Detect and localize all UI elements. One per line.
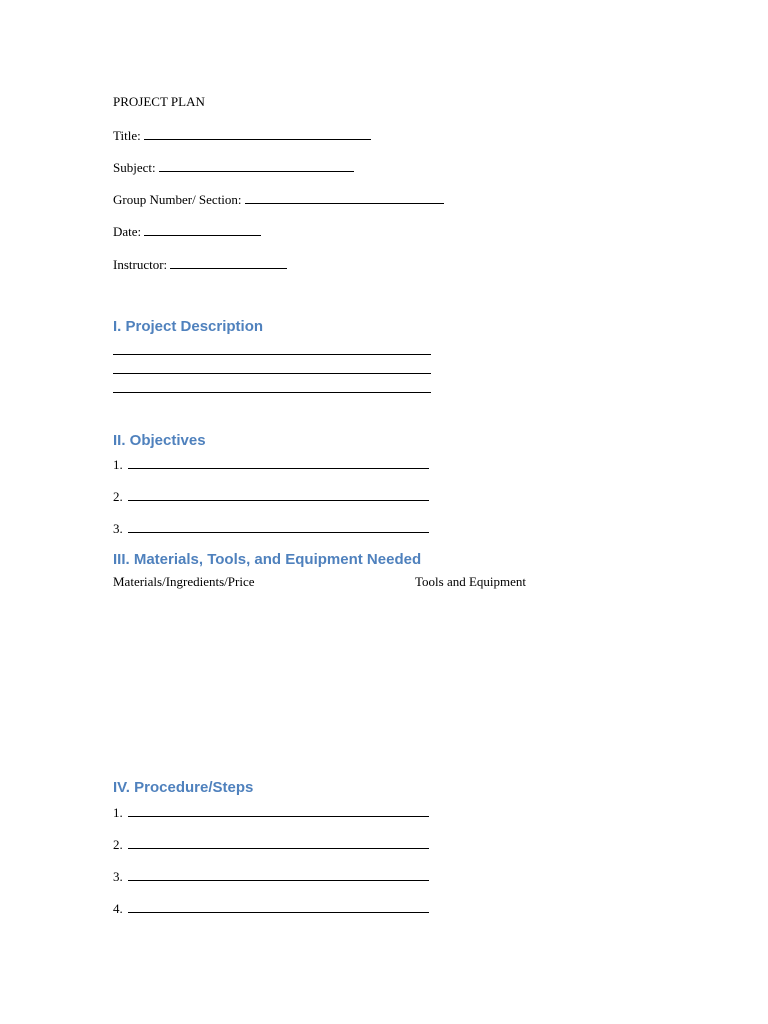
procedure-step [113,867,429,885]
step-blank[interactable] [128,867,429,881]
instructor-label: Instructor: [113,257,168,272]
materials-column-header: Materials/Ingredients/Price [113,574,255,589]
description-line[interactable] [113,392,431,393]
group-section-field [113,190,444,208]
subject-field [113,158,354,176]
procedure-step [113,899,429,917]
step-number: 2. [113,837,123,852]
objective-number: 3. [113,521,123,536]
date-label: Date: [113,224,142,239]
instructor-field [113,255,287,273]
objective-blank[interactable] [128,455,429,469]
tools-column-header: Tools and Equipment [415,574,527,589]
description-line[interactable] [113,354,431,355]
step-blank[interactable] [128,835,429,849]
step-number: 1. [113,805,123,820]
procedure-step [113,835,429,853]
step-number: 3. [113,869,123,884]
objective-item [113,455,429,473]
description-line[interactable] [113,373,431,374]
title-blank[interactable] [144,126,371,140]
date-blank[interactable] [144,222,261,236]
objective-item [113,519,429,537]
document-title: PROJECT PLAN [113,94,205,109]
objective-number: 1. [113,457,123,472]
title-label: Title: [113,128,141,143]
group-section-blank[interactable] [245,190,444,204]
title-field [113,126,371,144]
section-objectives-heading: II. Objectives [113,432,206,449]
step-number: 4. [113,901,123,916]
group-section-label: Group Number/ Section: [113,192,242,207]
subject-blank[interactable] [159,158,354,172]
instructor-blank[interactable] [170,255,287,269]
procedure-step [113,803,429,821]
subject-label: Subject: [113,160,156,175]
step-blank[interactable] [128,803,429,817]
objective-number: 2. [113,489,123,504]
date-field [113,222,261,240]
step-blank[interactable] [128,899,429,913]
objective-item [113,487,429,505]
section-procedure-heading: IV. Procedure/Steps [113,779,254,796]
objective-blank[interactable] [128,487,429,501]
objective-blank[interactable] [128,519,429,533]
section-project-description-heading: I. Project Description [113,318,264,335]
section-materials-heading: III. Materials, Tools, and Equipment Needed [113,551,422,568]
